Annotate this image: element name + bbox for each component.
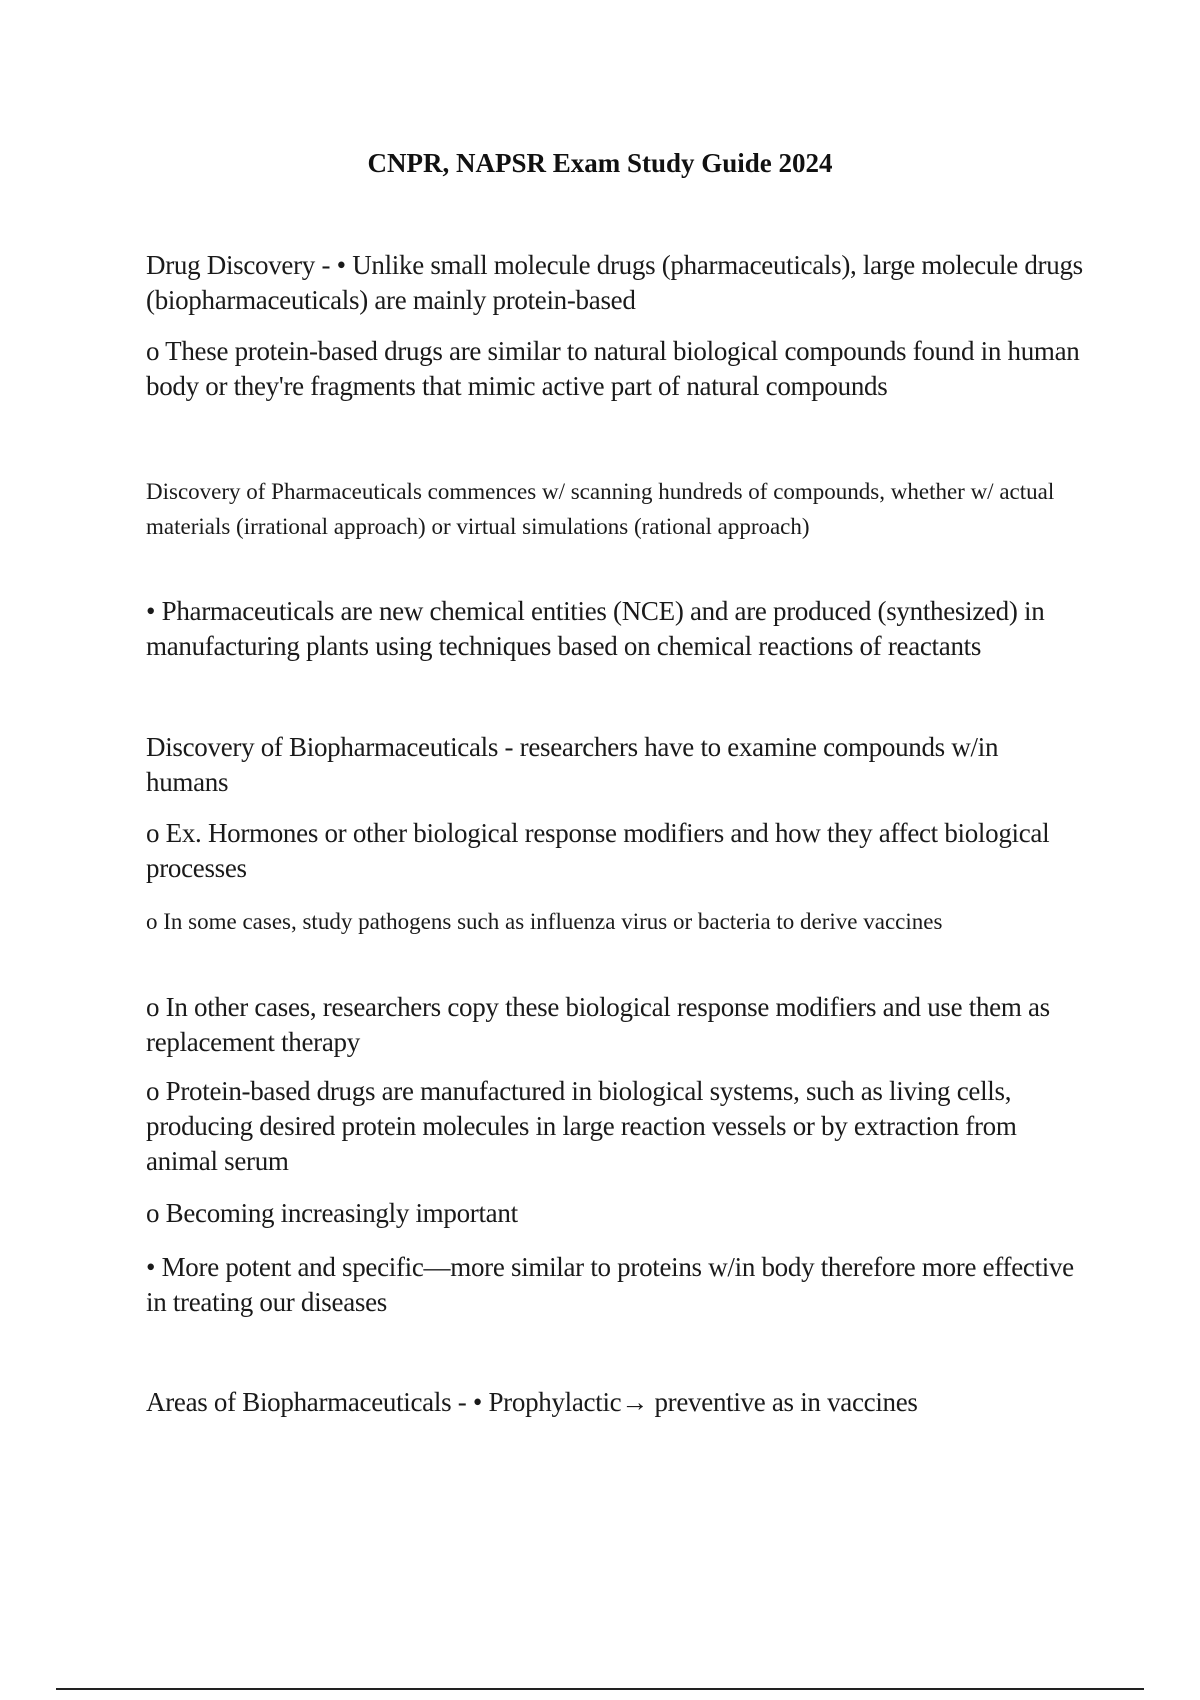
paragraph-areas-biopharmaceuticals: Areas of Biopharmaceuticals - • Prophylactic→ preventive as in vaccines [146,1387,918,1417]
paragraph-drug-discovery: Drug Discovery - • Unlike small molecule drugs (pharmaceuticals), large molecule drugs (biopharmaceuticals) are mainly protein-based [146,250,1083,315]
paragraph-more-potent: • More potent and specific—more similar to proteins w/in body therefore more effective in treating our diseases [146,1252,1074,1317]
paragraph-pathogens: o In some cases, study pathogens such as influenza virus or bacteria to derive vaccines [146,909,943,934]
paragraph-manufacturing: o Protein-based drugs are manufactured in biological systems, such as living cells, producing desired protein molecules in large reaction vessels or by extraction from animal serum [146,1076,1017,1176]
document-title: CNPR, NAPSR Exam Study Guide 2024 [367,148,833,178]
paragraph-increasingly-important: o Becoming increasingly important [146,1198,518,1228]
paragraph-nce: • Pharmaceuticals are new chemical entities (NCE) and are produced (synthesized) in manufacturing plants using techniques based on chemical reactions of reactants [146,596,1045,661]
paragraph-hormones: o Ex. Hormones or other biological response modifiers and how they affect biological processes [146,818,1050,883]
paragraph-discovery-biopharmaceuticals: Discovery of Biopharmaceuticals - researchers have to examine compounds w/in humans [146,732,999,797]
paragraph-discovery-pharmaceuticals: Discovery of Pharmaceuticals commences w/ scanning hundreds of compounds, whether w/ actual materials (irrational approach) or virtual simulations (rational approach) [146,479,1055,539]
page-bottom-rule [56,1688,1144,1690]
paragraph-replacement-therapy: o In other cases, researchers copy these biological response modifiers and use them as replacement therapy [146,992,1050,1057]
paragraph-protein-based-drugs: o These protein-based drugs are similar to natural biological compounds found in human body or they're fragments that mimic active part of natural compounds [146,336,1080,401]
